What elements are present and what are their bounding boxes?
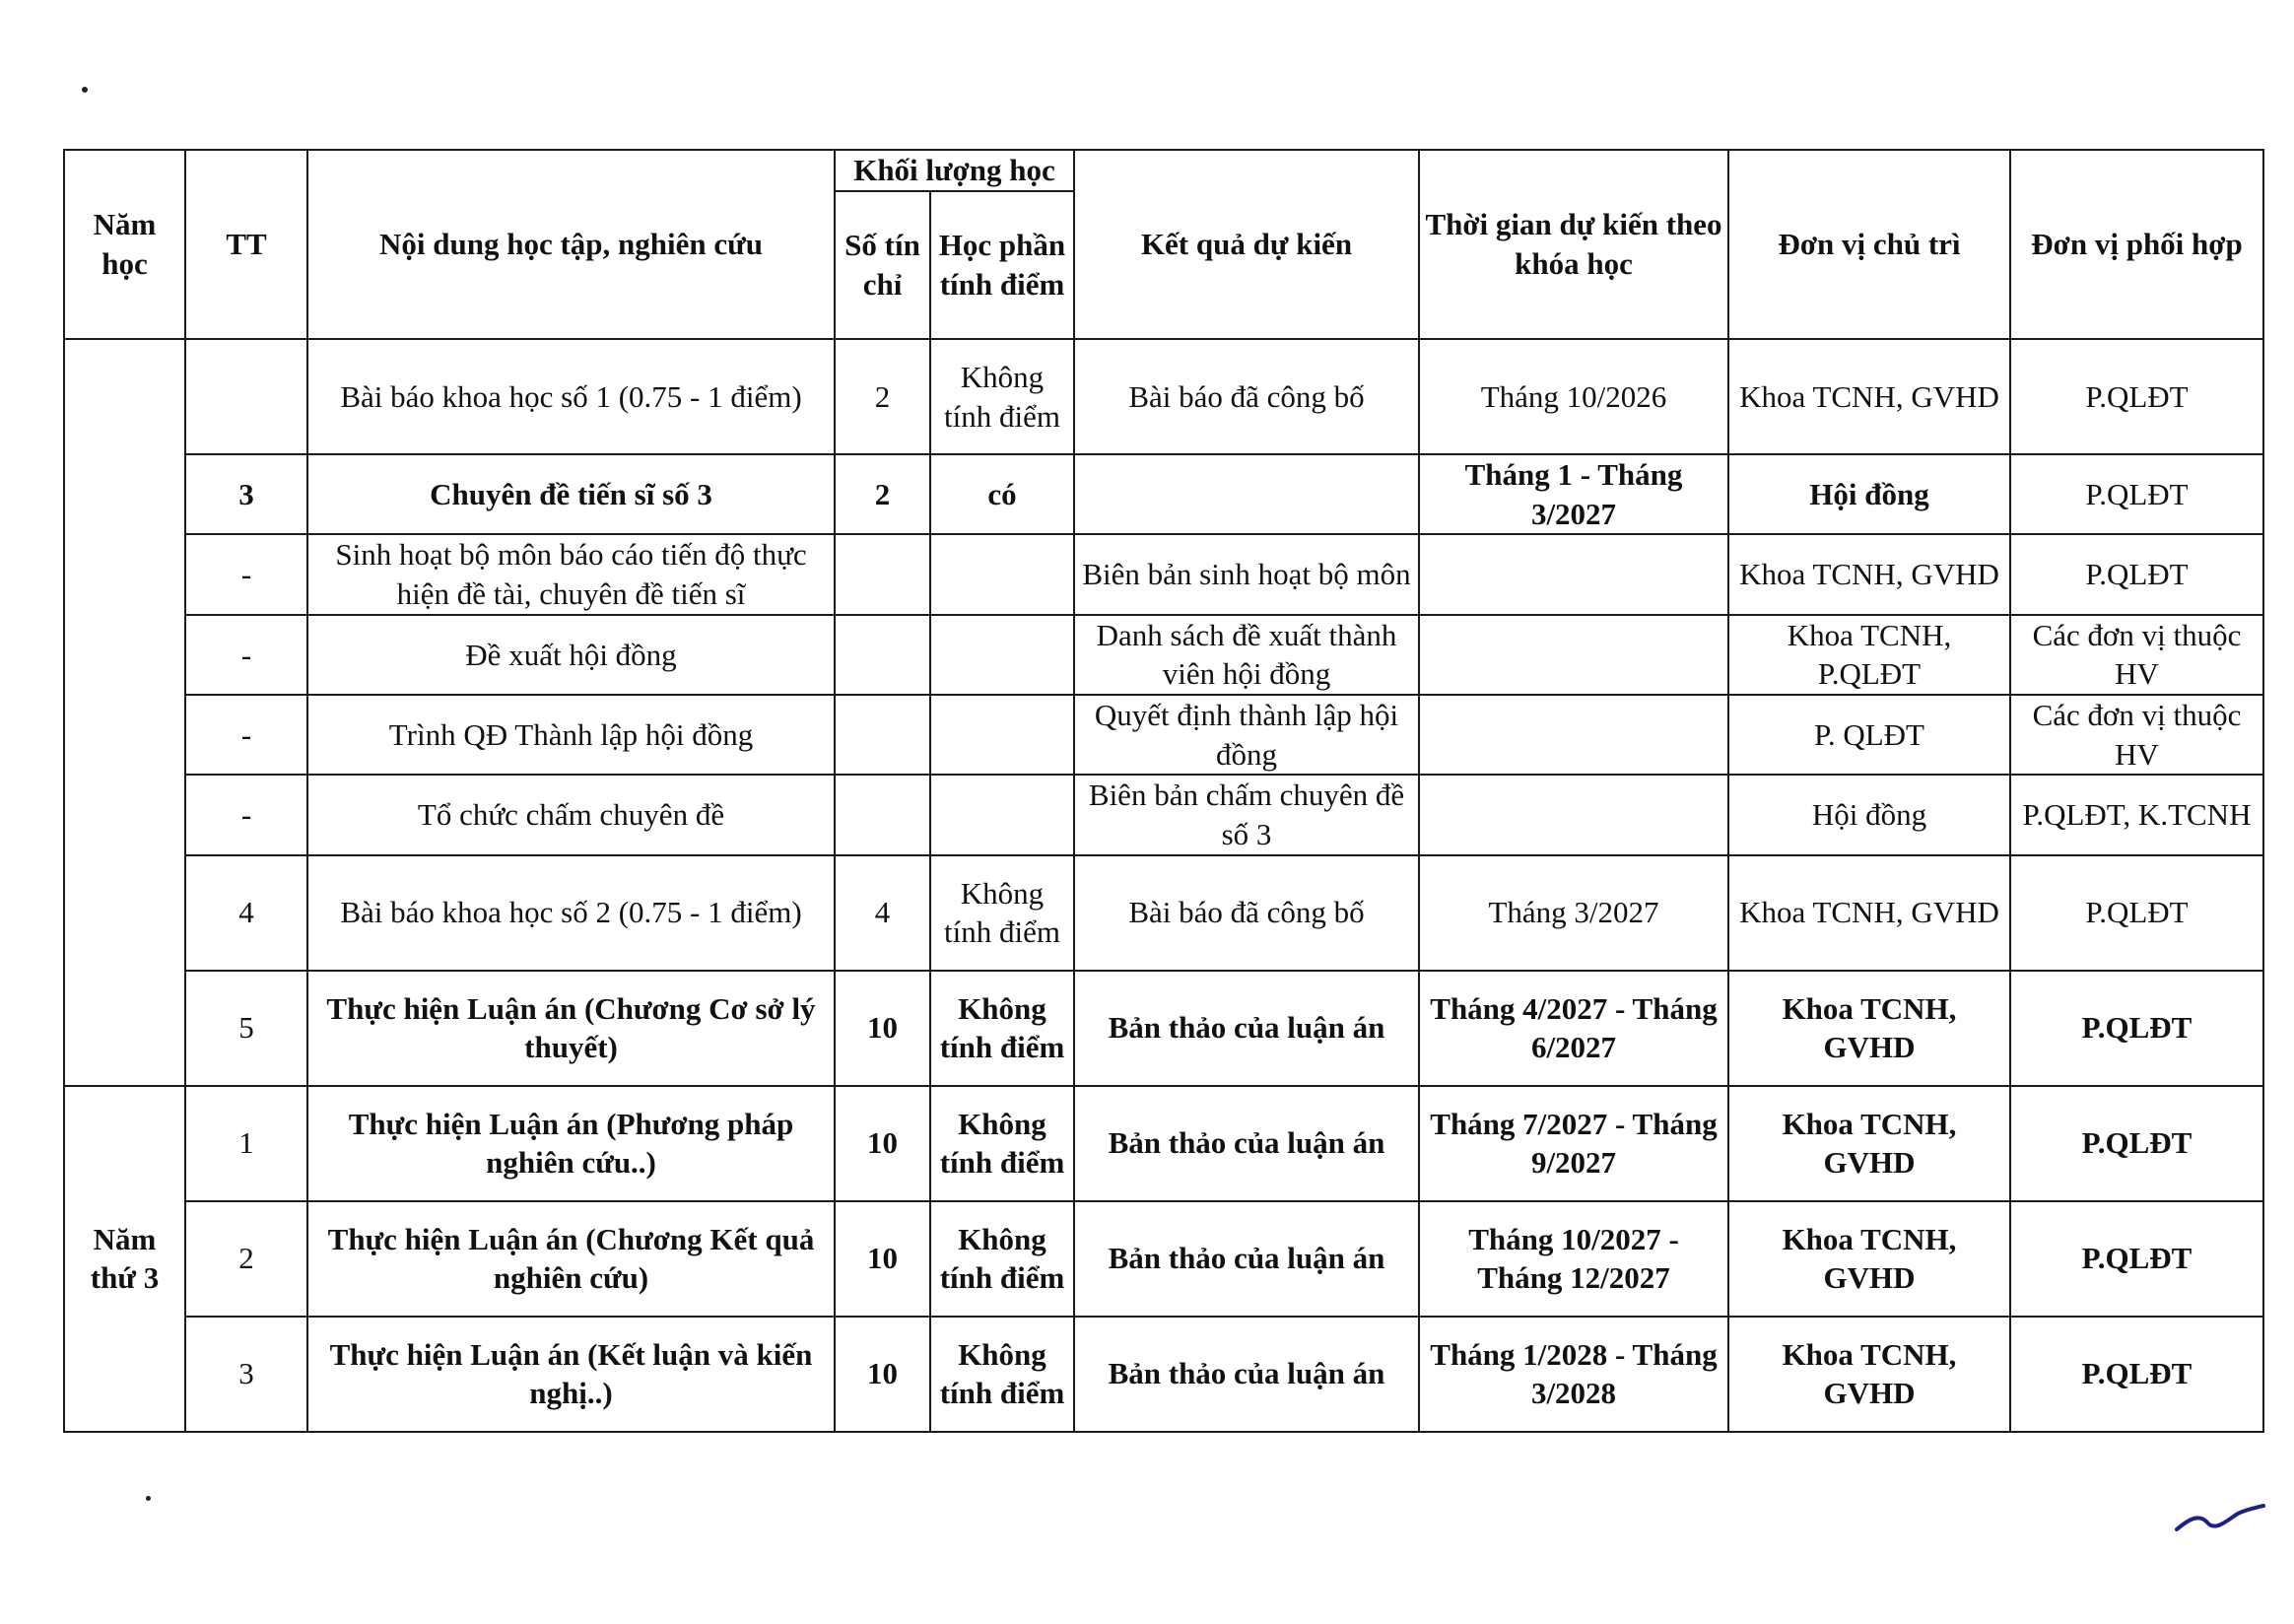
scan-speck	[146, 1496, 151, 1501]
col-volume-header: Khối lượng học	[835, 150, 1074, 191]
credits-cell	[835, 615, 930, 695]
coop-cell: P.QLĐT	[2010, 534, 2263, 614]
time-cell: Tháng 1/2028 - Tháng 3/2028	[1419, 1317, 1728, 1432]
year-cell	[64, 339, 185, 1086]
coop-cell: P.QLĐT	[2010, 339, 2263, 454]
lead-cell: Khoa TCNH, GVHD	[1728, 339, 2010, 454]
table-row	[64, 971, 2263, 1086]
credits-cell: 10	[835, 1201, 930, 1317]
time-cell	[1419, 534, 1728, 614]
credits-cell	[835, 775, 930, 854]
result-cell: Quyết định thành lập hội đồng	[1074, 695, 1419, 775]
content-cell: Chuyên đề tiến sĩ số 3	[307, 454, 835, 534]
table-row	[64, 695, 2263, 775]
graded-cell: Không tính điểm	[930, 855, 1074, 971]
col-graded-header: Học phần tính điểm	[930, 191, 1074, 339]
time-cell: Tháng 10/2027 - Tháng 12/2027	[1419, 1201, 1728, 1317]
tt-cell: 5	[185, 971, 307, 1086]
graded-cell: có	[930, 454, 1074, 534]
graded-cell	[930, 615, 1074, 695]
content-cell: Thực hiện Luận án (Phương pháp nghiên cứu..)	[307, 1086, 835, 1201]
coop-cell: P.QLĐT	[2010, 1201, 2263, 1317]
content-cell: Đề xuất hội đồng	[307, 615, 835, 695]
time-cell: Tháng 1 - Tháng 3/2027	[1419, 454, 1728, 534]
lead-cell: Hội đồng	[1728, 775, 2010, 854]
table-row	[64, 615, 2263, 695]
content-cell: Trình QĐ Thành lập hội đồng	[307, 695, 835, 775]
time-cell: Tháng 3/2027	[1419, 855, 1728, 971]
credits-cell: 10	[835, 1317, 930, 1432]
table-row	[64, 855, 2263, 971]
result-cell: Bản thảo của luận án	[1074, 1086, 1419, 1201]
lead-cell: Khoa TCNH, GVHD	[1728, 1201, 2010, 1317]
content-cell: Tổ chức chấm chuyên đề	[307, 775, 835, 854]
year-cell: Năm thứ 3	[64, 1086, 185, 1432]
time-cell: Tháng 7/2027 - Tháng 9/2027	[1419, 1086, 1728, 1201]
table-row	[64, 1201, 2263, 1317]
tt-cell: 3	[185, 1317, 307, 1432]
credits-cell	[835, 695, 930, 775]
lead-cell: P. QLĐT	[1728, 695, 2010, 775]
coop-cell: P.QLĐT, K.TCNH	[2010, 775, 2263, 854]
tt-cell: -	[185, 695, 307, 775]
table-row	[64, 339, 2263, 454]
time-cell	[1419, 615, 1728, 695]
credits-cell	[835, 534, 930, 614]
table-row	[64, 454, 2263, 534]
graded-cell	[930, 775, 1074, 854]
tt-cell: -	[185, 534, 307, 614]
header-row	[64, 150, 2263, 191]
time-cell: Tháng 10/2026	[1419, 339, 1728, 454]
credits-cell: 2	[835, 454, 930, 534]
lead-cell: Khoa TCNH, GVHD	[1728, 971, 2010, 1086]
coop-cell: Các đơn vị thuộc HV	[2010, 615, 2263, 695]
col-time-header: Thời gian dự kiến theo khóa học	[1419, 150, 1728, 339]
coop-cell: P.QLĐT	[2010, 1086, 2263, 1201]
coop-cell: P.QLĐT	[2010, 971, 2263, 1086]
time-cell: Tháng 4/2027 - Tháng 6/2027	[1419, 971, 1728, 1086]
tt-cell: 3	[185, 454, 307, 534]
credits-cell: 10	[835, 1086, 930, 1201]
col-coop-header: Đơn vị phối hợp	[2010, 150, 2263, 339]
col-lead-header: Đơn vị chủ trì	[1728, 150, 2010, 339]
graded-cell: Không tính điểm	[930, 1201, 1074, 1317]
content-cell: Thực hiện Luận án (Chương Cơ sở lý thuyết)	[307, 971, 835, 1086]
tt-cell	[185, 339, 307, 454]
table-row	[64, 775, 2263, 854]
lead-cell: Hội đồng	[1728, 454, 2010, 534]
lead-cell: Khoa TCNH, GVHD	[1728, 1317, 2010, 1432]
coop-cell: P.QLĐT	[2010, 1317, 2263, 1432]
tt-cell: 1	[185, 1086, 307, 1201]
result-cell	[1074, 454, 1419, 534]
table-row	[64, 1317, 2263, 1432]
col-tt-header: TT	[185, 150, 307, 339]
tt-cell: -	[185, 615, 307, 695]
content-cell: Thực hiện Luận án (Chương Kết quả nghiên cứu)	[307, 1201, 835, 1317]
graded-cell	[930, 695, 1074, 775]
graded-cell: Không tính điểm	[930, 1086, 1074, 1201]
graded-cell: Không tính điểm	[930, 971, 1074, 1086]
lead-cell: Khoa TCNH, P.QLĐT	[1728, 615, 2010, 695]
credits-cell: 4	[835, 855, 930, 971]
content-cell: Bài báo khoa học số 2 (0.75 - 1 điểm)	[307, 855, 835, 971]
result-cell: Bản thảo của luận án	[1074, 971, 1419, 1086]
credits-cell: 10	[835, 971, 930, 1086]
coop-cell: P.QLĐT	[2010, 855, 2263, 971]
content-cell: Bài báo khoa học số 1 (0.75 - 1 điểm)	[307, 339, 835, 454]
time-cell	[1419, 695, 1728, 775]
tt-cell: -	[185, 775, 307, 854]
tt-cell: 4	[185, 855, 307, 971]
col-result-header: Kết quả dự kiến	[1074, 150, 1419, 339]
content-cell: Thực hiện Luận án (Kết luận và kiến nghị..)	[307, 1317, 835, 1432]
lead-cell: Khoa TCNH, GVHD	[1728, 534, 2010, 614]
table-row	[64, 534, 2263, 614]
coop-cell: Các đơn vị thuộc HV	[2010, 695, 2263, 775]
tt-cell: 2	[185, 1201, 307, 1317]
time-cell	[1419, 775, 1728, 854]
col-credits-header: Số tín chỉ	[835, 191, 930, 339]
graded-cell: Không tính điểm	[930, 339, 1074, 454]
col-content-header: Nội dung học tập, nghiên cứu	[307, 150, 835, 339]
result-cell: Danh sách đề xuất thành viên hội đồng	[1074, 615, 1419, 695]
lead-cell: Khoa TCNH, GVHD	[1728, 1086, 2010, 1201]
scan-speck	[82, 87, 88, 93]
result-cell: Bài báo đã công bố	[1074, 855, 1419, 971]
result-cell: Bản thảo của luận án	[1074, 1317, 1419, 1432]
coop-cell: P.QLĐT	[2010, 454, 2263, 534]
lead-cell: Khoa TCNH, GVHD	[1728, 855, 2010, 971]
result-cell: Biên bản chấm chuyên đề số 3	[1074, 775, 1419, 854]
table-row	[64, 1086, 2263, 1201]
result-cell: Bài báo đã công bố	[1074, 339, 1419, 454]
result-cell: Bản thảo của luận án	[1074, 1201, 1419, 1317]
graded-cell: Không tính điểm	[930, 1317, 1074, 1432]
result-cell: Biên bản sinh hoạt bộ môn	[1074, 534, 1419, 614]
credits-cell: 2	[835, 339, 930, 454]
col-year-header: Năm học	[64, 150, 185, 339]
study-plan-table	[63, 149, 2264, 1433]
content-cell: Sinh hoạt bộ môn báo cáo tiến độ thực hiện đề tài, chuyên đề tiến sĩ	[307, 534, 835, 614]
graded-cell	[930, 534, 1074, 614]
initial-mark	[2173, 1500, 2266, 1539]
